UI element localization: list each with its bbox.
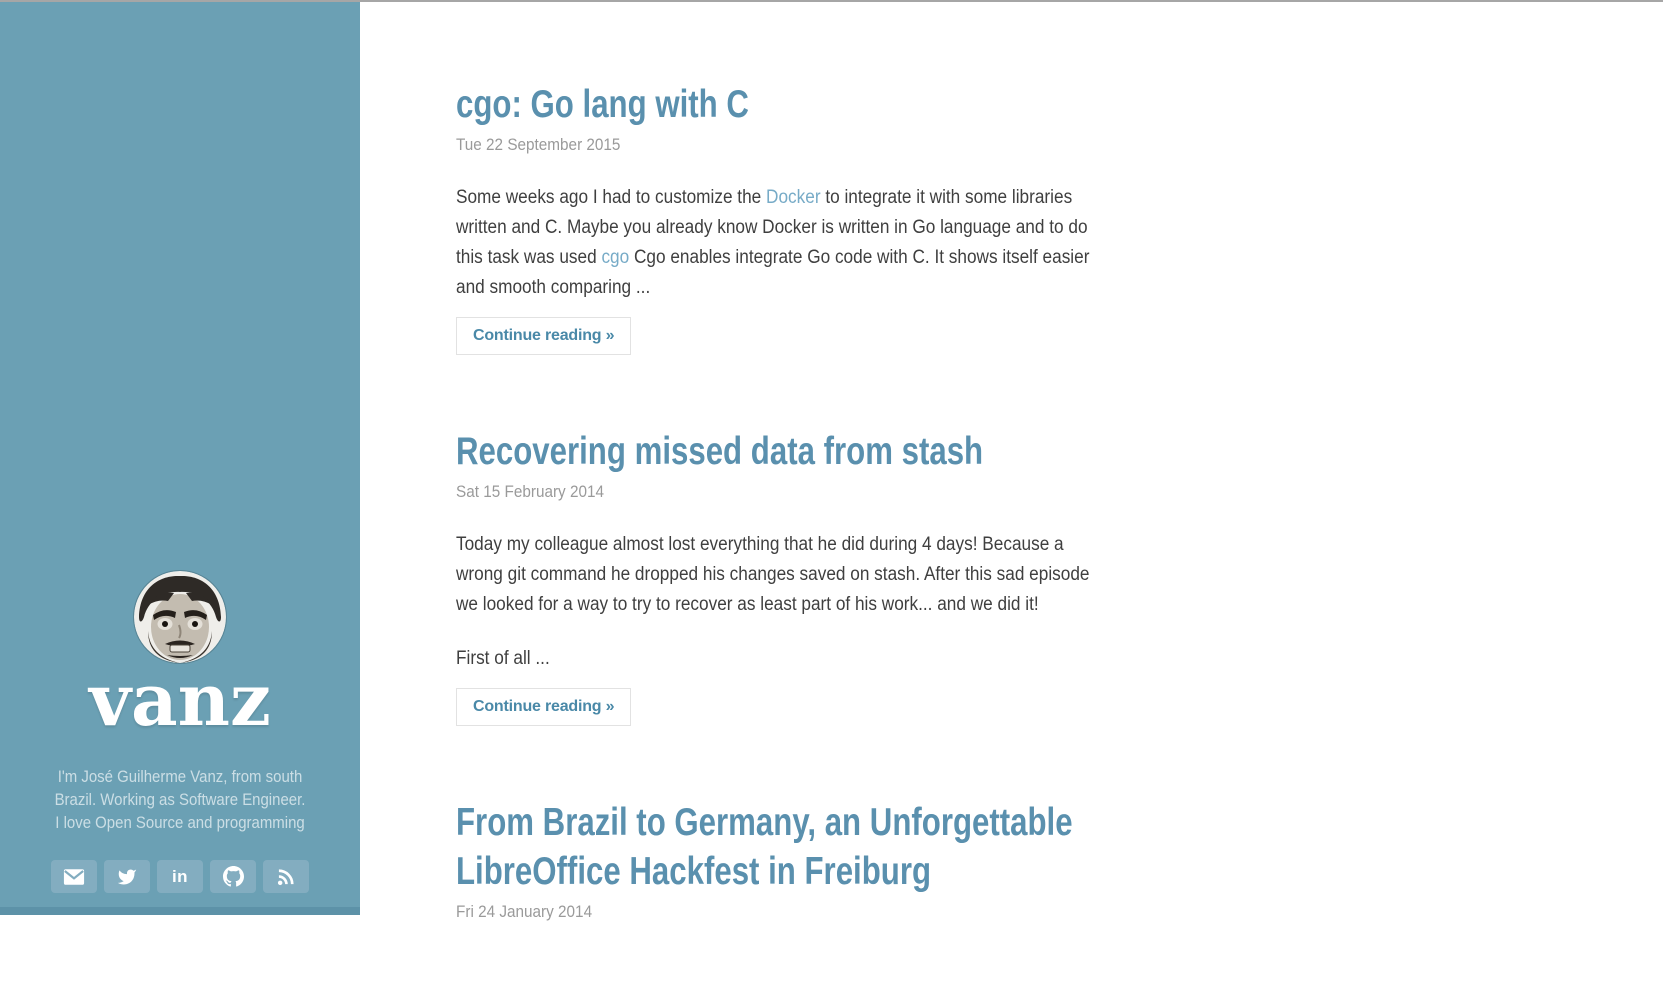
page-top-border xyxy=(0,0,1663,2)
post-date: Fri 24 January 2014 xyxy=(456,902,593,921)
post-title xyxy=(456,80,1104,129)
twitter-icon xyxy=(117,867,137,887)
social-github-button[interactable] xyxy=(210,860,256,893)
post-excerpt xyxy=(456,530,1104,674)
post-excerpt xyxy=(456,183,1104,303)
post-list xyxy=(456,0,1186,996)
social-linkedin-button[interactable] xyxy=(157,860,203,893)
github-icon xyxy=(223,866,244,887)
post-paragraph: First of all ... xyxy=(456,648,550,669)
sidebar-bio: I'm José Guilherme Vanz, from south Brazil. Working as Software Engineer. I love Open Source and programming xyxy=(54,767,306,832)
sidebar-footer-strip xyxy=(0,907,360,915)
post-title xyxy=(456,427,1104,476)
site-logo[interactable] xyxy=(0,657,360,742)
site-logo-link[interactable]: vanz xyxy=(89,657,271,742)
social-rss-button[interactable] xyxy=(263,860,309,893)
post-paragraph: Some weeks ago I had to customize the Docker to integrate it with some libraries written and C. Maybe you already know Docker is written in Go language and to do this task was used cgo Cgo enables integrate Go code with C. It shows itself easier and smooth comparing ... xyxy=(456,187,1090,298)
inline-link[interactable]: cgo xyxy=(601,247,630,268)
sidebar xyxy=(0,0,360,915)
avatar-photo-placeholder xyxy=(134,571,226,663)
continue-reading-button[interactable]: Continue reading » xyxy=(456,688,631,726)
post-summary xyxy=(456,80,1186,355)
post-title-link[interactable]: Recovering missed data from stash xyxy=(456,430,984,473)
social-email-button[interactable] xyxy=(51,860,97,893)
inline-link[interactable]: Docker xyxy=(766,187,821,208)
post-date: Sat 15 February 2014 xyxy=(456,482,605,501)
social-twitter-button[interactable] xyxy=(104,860,150,893)
linkedin-icon: in xyxy=(171,866,189,886)
continue-reading-button[interactable]: Continue reading » xyxy=(456,317,631,355)
post-paragraph: Today my colleague almost lost everything that he did during 4 days! Because a wrong git command he dropped his changes saved on stash. After this sad episode we looked for a way to try to recover as least part of his work... and we did it! xyxy=(456,534,1090,615)
post-summary xyxy=(456,427,1186,726)
avatar xyxy=(134,571,226,663)
post-date: Tue 22 September 2015 xyxy=(456,135,621,154)
envelope-icon xyxy=(63,868,85,886)
rss-icon xyxy=(276,867,296,887)
post-title-link[interactable]: From Brazil to Germany, an Unforgettable LibreOffice Hackfest in Freiburg xyxy=(456,801,1073,893)
post-title-link[interactable]: cgo: Go lang with C xyxy=(456,83,749,126)
social-links xyxy=(0,860,360,893)
post-summary xyxy=(456,798,1186,924)
post-title xyxy=(456,798,1104,896)
